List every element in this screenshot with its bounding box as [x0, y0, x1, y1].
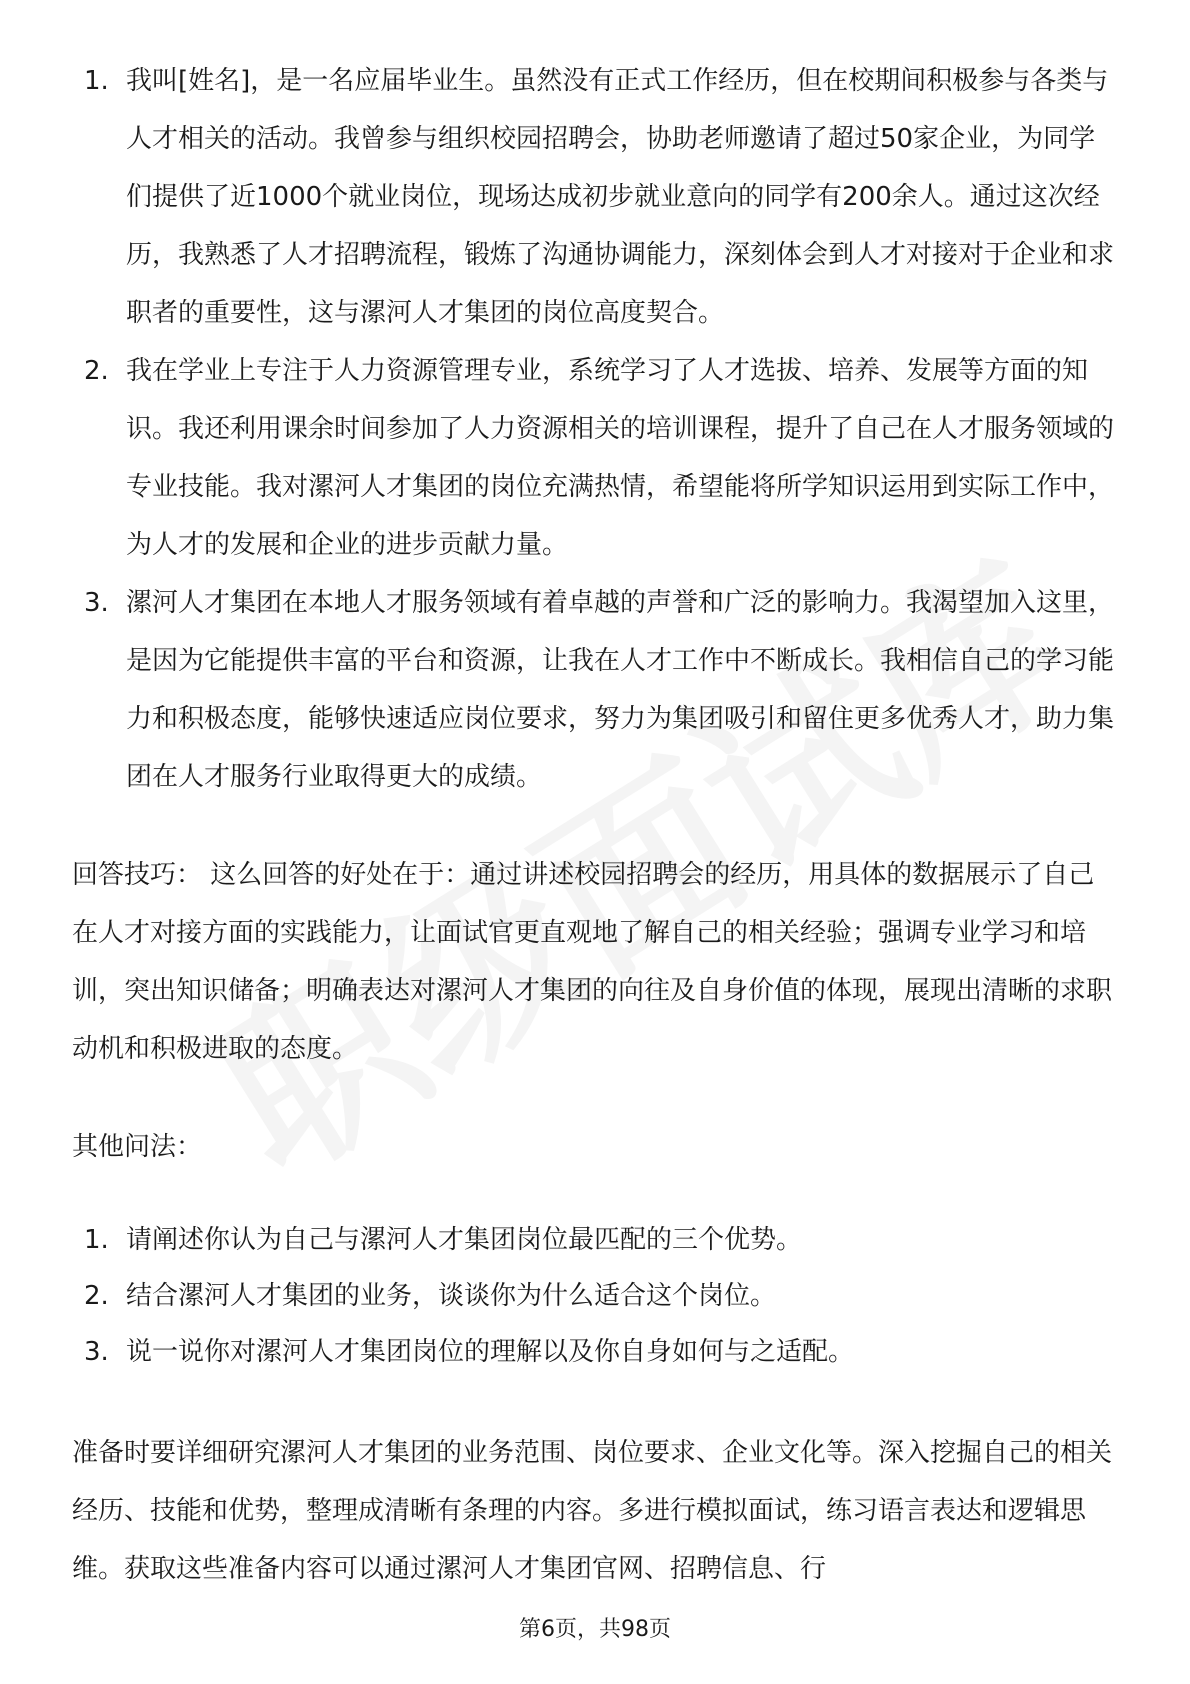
- document-page: [72, 52, 1118, 1598]
- other-questions-list: [72, 1212, 1118, 1380]
- other-question-item-1: [72, 1212, 1118, 1268]
- answer-text: 漯河人才集团在本地人才服务领域有着卓越的声誉和广泛的影响力。我渴望加入这里，是因为它能提供丰富的平台和资源，让我在人才工作中不断成长。我相信自己的学习能力和积极态度，能够快速适应岗位要求，努力为集团吸引和留住更多优秀人才，助力集团在人才服务行业取得更大的成绩。: [126, 588, 1115, 792]
- preparation-advice: 准备时要详细研究漯河人才集团的业务范围、岗位要求、企业文化等。深入挖掘自己的相关经历、技能和优势，整理成清晰有条理的内容。多进行模拟面试，练习语言表达和逻辑思维。获取这些准备内容可以通过漯河人才集团官网、招聘信息、行: [72, 1438, 1113, 1584]
- other-questions-heading: 其他问法：: [72, 1132, 203, 1162]
- list-number: 3.: [84, 588, 109, 618]
- answer-list: [72, 52, 1118, 806]
- question-text: 说一说你对漯河人才集团岗位的理解以及你自身如何与之适配。: [126, 1337, 855, 1367]
- answer-item-2: [72, 342, 1118, 574]
- answer-item-3: [72, 574, 1118, 806]
- other-question-item-3: [72, 1324, 1118, 1380]
- answer-text: 我叫[姓名]，是一名应届毕业生。虽然没有正式工作经历，但在校期间积极参与各类与人才相关的活动。我曾参与组织校园招聘会，协助老师邀请了超过50家企业，为同学们提供了近1000个就业岗位，现场达成初步就业意向的同学有200余人。通过这次经历，我熟悉了人才招聘流程，锻炼了沟通协调能力，深刻体会到人才对接对于企业和求职者的重要性，这与漯河人才集团的岗位高度契合。: [126, 66, 1115, 328]
- list-number: 3.: [84, 1337, 109, 1367]
- list-number: 1.: [84, 66, 109, 96]
- list-number: 2.: [84, 356, 109, 386]
- answer-text: 我在学业上专注于人力资源管理专业，系统学习了人才选拔、培养、发展等方面的知识。我还利用课余时间参加了人力资源相关的培训课程，提升了自己在人才服务领域的专业技能。我对漯河人才集团的岗位充满热情，希望能将所学知识运用到实际工作中，为人才的发展和企业的进步贡献力量。: [126, 356, 1115, 560]
- answer-tips: 回答技巧： 这么回答的好处在于：通过讲述校园招聘会的经历，用具体的数据展示了自己在人才对接方面的实践能力，让面试官更直观地了解自己的相关经验；强调专业学习和培训，突出知识储备；明确表达对漯河人才集团的向往及自身价值的体现，展现出清晰的求职动机和积极进取的态度。: [72, 860, 1113, 1064]
- question-text: 请阐述你认为自己与漯河人才集团岗位最匹配的三个优势。: [126, 1225, 803, 1255]
- list-number: 1.: [84, 1225, 109, 1255]
- other-question-item-2: [72, 1268, 1118, 1324]
- page-number-footer: 第6页，共98页: [519, 1617, 671, 1642]
- question-text: 结合漯河人才集团的业务，谈谈你为什么适合这个岗位。: [126, 1281, 777, 1311]
- list-number: 2.: [84, 1281, 109, 1311]
- answer-item-1: [72, 52, 1118, 342]
